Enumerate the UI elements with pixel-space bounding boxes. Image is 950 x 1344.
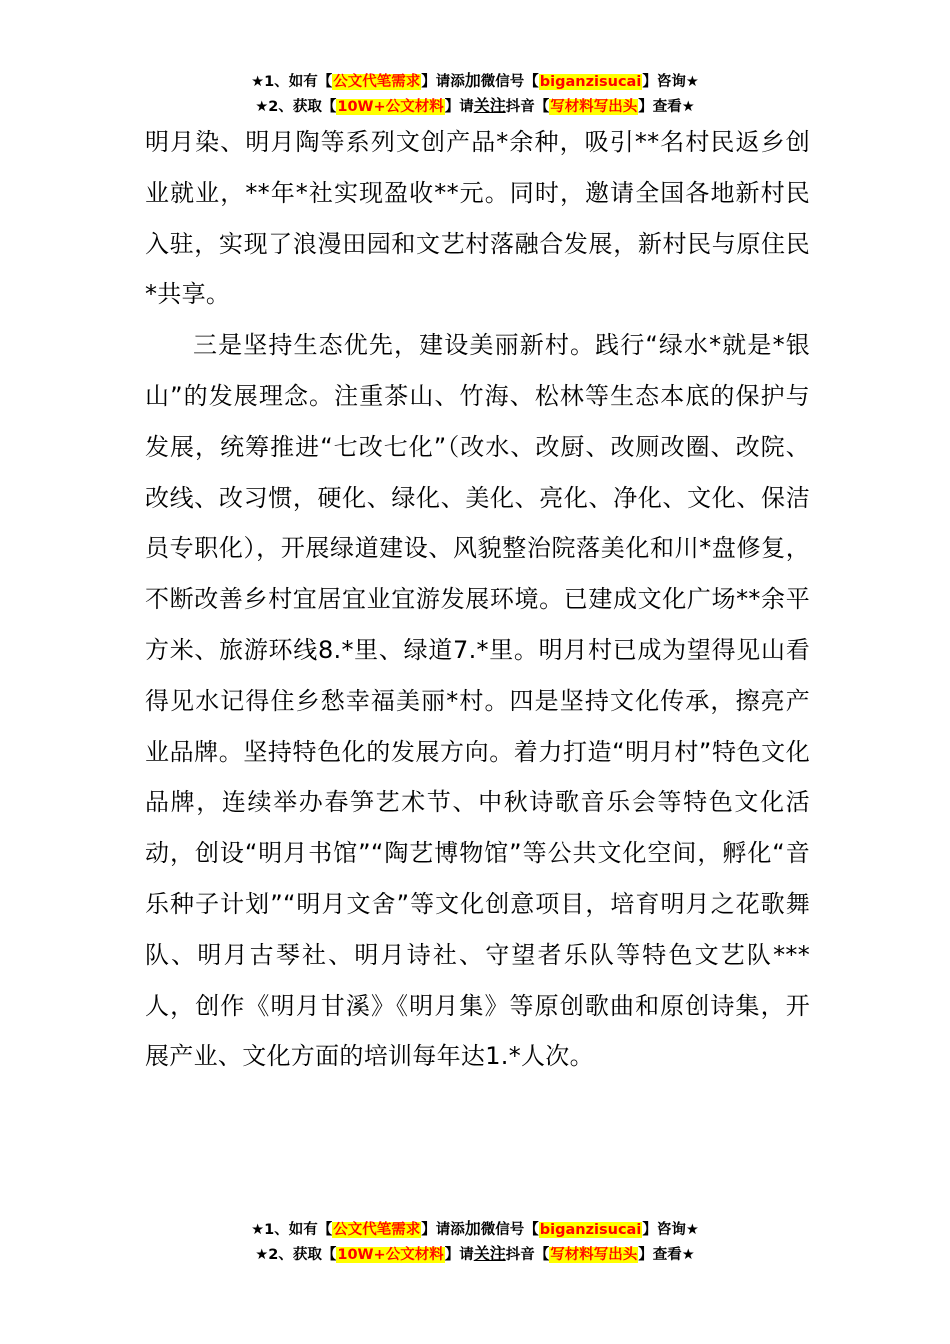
footer-line-2-suffix: 】查看★ bbox=[638, 1247, 695, 1263]
paragraph-2: 三是坚持生态优先，建设美丽新村。践行“绿水*就是*银山”的发展理念。注重茶山、竹海、松林等生态本底的保护与发展，统筹推进“七改七化”（改水、改厨、改厕改圈、改院、改线、改习惯，硬化、绿化、美化、亮化、净化、文化、保洁员专职化），开展绿道建设、风貌整治院落美化和川*盘修复，不断改善乡村宜居宜业宜游发展环境。已建成文化广场**余平方米、旅游环线8.*里、绿道7.*里。明月村已成为望得见山看得见水记得住乡愁幸福美丽*村。四是坚持文化传承，擦亮产业品牌。坚持特色化的发展方向。着力打造“明月村”特色文化品牌，连续举办春笋艺术节、中秋诗歌音乐会等特色文化活动，创设“明月书馆”“陶艺博物馆”等公共文化空间，孵化“音乐种子计划”“明月文舍”等文化创意项目，培育明月之花歌舞队、明月古琴社、明月诗社、守望者乐队等特色文艺队***人，创作《明月甘溪》《明月集》等原创歌曲和原创诗集，开展产业、文化方面的培训每年达1.*人次。 bbox=[145, 331, 810, 1071]
header-line-1 bbox=[0, 69, 950, 94]
paragraph-1: 明月染、明月陶等系列文创产品*余种，吸引**名村民返乡创业就业，**年*社实现盈收**元。同时，邀请全国各地新村民入驻，实现了浪漫田园和文艺村落融合发展，新村民与原住民*共享。 bbox=[145, 128, 810, 309]
header-line-2-suffix: 】查看★ bbox=[638, 99, 695, 115]
header-line-1-prefix: ★1、如有【 bbox=[251, 74, 333, 90]
footer-line-2-prefix: ★2、获取【 bbox=[255, 1247, 337, 1263]
footer-line-1-emphasis: 加 bbox=[464, 1219, 481, 1238]
footer-highlight-materials: 10W+公文材料 bbox=[337, 1247, 444, 1263]
footer-highlight-wechat-id: biganzisucai bbox=[539, 1222, 642, 1238]
header-line-1-text: 】请添 bbox=[421, 74, 465, 90]
footer-line-2-text: 】请 bbox=[444, 1247, 474, 1263]
footer-line-2-text-2: 抖音【 bbox=[505, 1247, 550, 1263]
header-line-2-text-2: 抖音【 bbox=[505, 99, 550, 115]
footer-line-1 bbox=[0, 1217, 950, 1242]
header-highlight-materials: 10W+公文材料 bbox=[337, 99, 444, 115]
header-line-2-text: 】请 bbox=[444, 99, 474, 115]
footer-line-1-text-2: 微信号【 bbox=[480, 1222, 539, 1238]
footer-line-2 bbox=[0, 1242, 950, 1267]
header-line-1-emphasis: 加 bbox=[464, 71, 481, 90]
header-line-2-emphasis: 关注 bbox=[473, 96, 506, 115]
header-line-2-prefix: ★2、获取【 bbox=[255, 99, 337, 115]
footer-line-1-suffix: 】咨询★ bbox=[642, 1222, 699, 1238]
footer-highlight-douyin: 写材料写出头 bbox=[550, 1247, 638, 1263]
footer-banner bbox=[0, 1217, 950, 1267]
document-body bbox=[145, 117, 810, 1082]
header-line-1-suffix: 】咨询★ bbox=[642, 74, 699, 90]
header-highlight-service: 公文代笔需求 bbox=[333, 74, 421, 90]
header-banner bbox=[0, 69, 950, 119]
footer-line-2-emphasis: 关注 bbox=[473, 1244, 506, 1263]
footer-highlight-service: 公文代笔需求 bbox=[333, 1222, 421, 1238]
header-highlight-wechat-id: biganzisucai bbox=[539, 74, 642, 90]
header-line-1-text-2: 微信号【 bbox=[480, 74, 539, 90]
footer-line-1-prefix: ★1、如有【 bbox=[251, 1222, 333, 1238]
header-line-2 bbox=[0, 94, 950, 119]
footer-line-1-text: 】请添 bbox=[421, 1222, 465, 1238]
header-highlight-douyin: 写材料写出头 bbox=[550, 99, 638, 115]
